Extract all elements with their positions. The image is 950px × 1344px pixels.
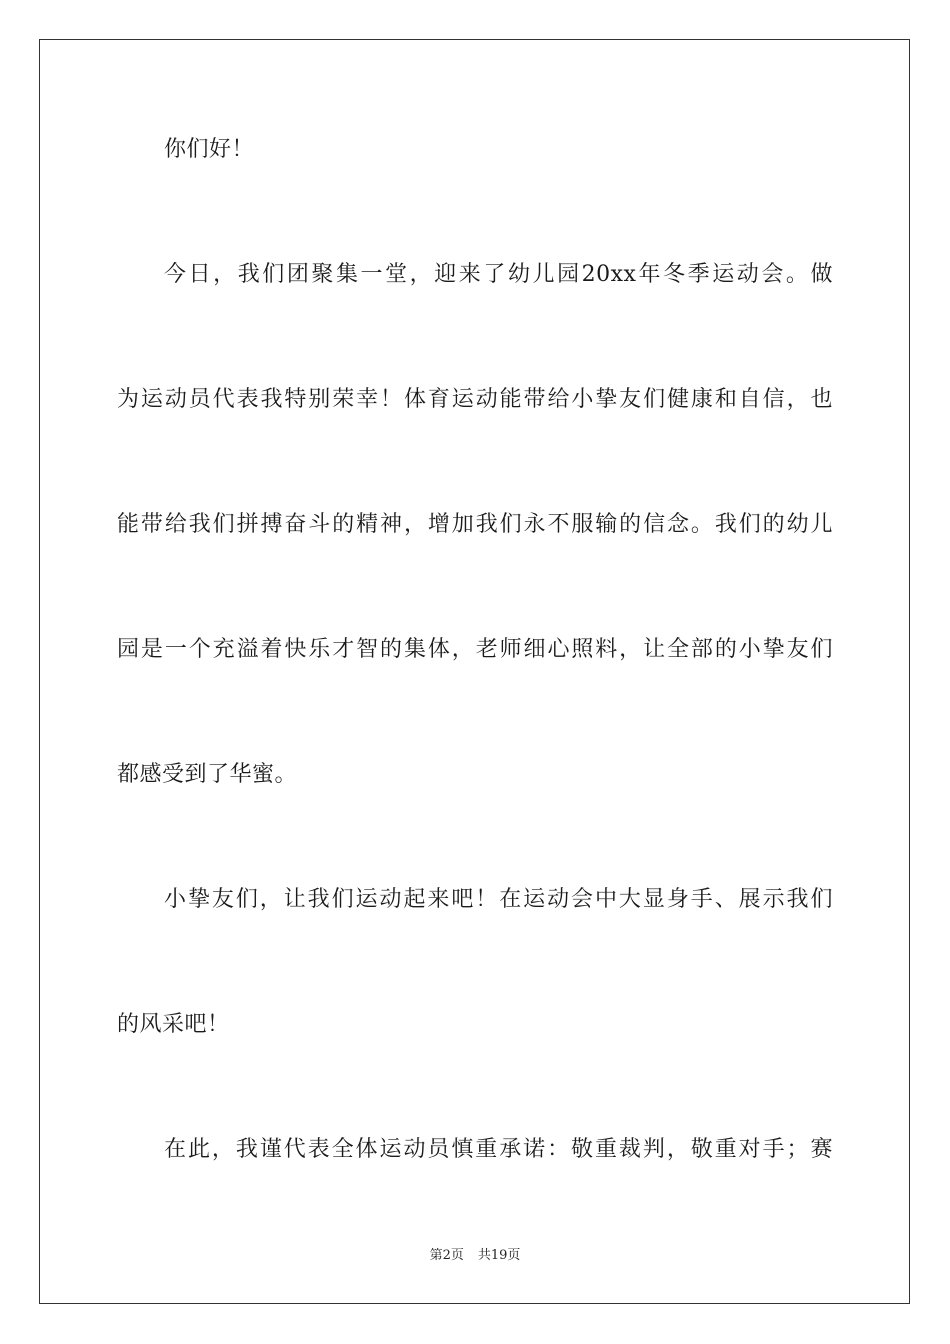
page-number: 第2页 xyxy=(429,1248,464,1263)
page-frame xyxy=(39,39,910,1304)
paragraph-1-line-5: 都感受到了华蜜。 xyxy=(117,762,298,787)
greeting-line: 你们好！ xyxy=(164,137,255,162)
paragraph-1-line-2: 为运动员代表我特别荣幸！体育运动能带给小挚友们健康和自信，也 xyxy=(117,387,833,412)
page-footer xyxy=(0,1248,950,1264)
paragraph-2-line-1: 小挚友们，让我们运动起来吧！在运动会中大显身手、展示我们 xyxy=(164,887,833,912)
paragraph-1-line-3: 能带给我们拼搏奋斗的精神，增加我们永不服输的信念。我们的幼儿 xyxy=(117,512,833,537)
paragraph-3-line-1: 在此，我谨代表全体运动员慎重承诺：敬重裁判，敬重对手；赛 xyxy=(164,1137,833,1162)
paragraph-1-line-4: 园是一个充溢着快乐才智的集体，老师细心照料，让全部的小挚友们 xyxy=(117,637,833,662)
paragraph-1-line-1: 今日，我们团聚集一堂，迎来了幼儿园20xx年冬季运动会。做 xyxy=(164,262,833,287)
page-total: 共19页 xyxy=(477,1248,521,1263)
paragraph-2-line-2: 的风采吧！ xyxy=(117,1012,230,1037)
